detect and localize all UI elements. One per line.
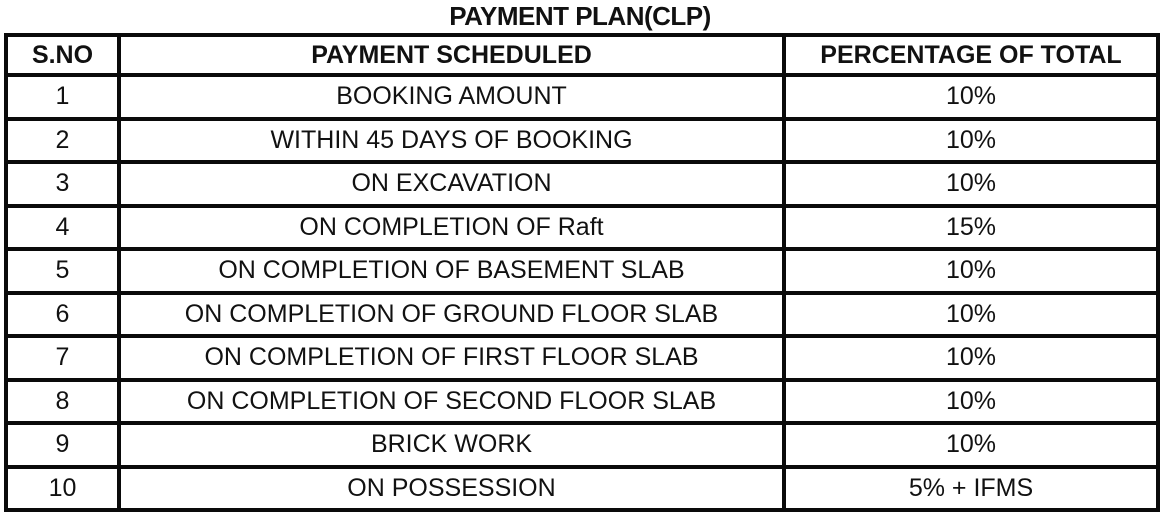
table-row xyxy=(6,119,1158,163)
percentage-cell: 10% xyxy=(784,119,1158,163)
table-row xyxy=(6,249,1158,293)
table-row xyxy=(6,380,1158,424)
sno-cell: 4 xyxy=(6,206,119,250)
percentage-cell: 10% xyxy=(784,293,1158,337)
header-row xyxy=(6,35,1158,75)
table-row xyxy=(6,423,1158,467)
sno-cell: 9 xyxy=(6,423,119,467)
schedule-cell: ON COMPLETION OF BASEMENT SLAB xyxy=(119,249,784,293)
column-header-schedule: PAYMENT SCHEDULED xyxy=(119,35,784,75)
sno-cell: 10 xyxy=(6,467,119,511)
page-title: PAYMENT PLAN(CLP) xyxy=(449,1,711,31)
column-header-sno: S.NO xyxy=(6,35,119,75)
schedule-cell: ON COMPLETION OF GROUND FLOOR SLAB xyxy=(119,293,784,337)
table-row xyxy=(6,336,1158,380)
sno-cell: 3 xyxy=(6,162,119,206)
percentage-cell: 10% xyxy=(784,336,1158,380)
table-row xyxy=(6,467,1158,511)
percentage-cell: 10% xyxy=(784,249,1158,293)
percentage-cell: 10% xyxy=(784,380,1158,424)
schedule-cell: ON POSSESSION xyxy=(119,467,784,511)
table-body xyxy=(6,75,1158,510)
sno-cell: 2 xyxy=(6,119,119,163)
table-row xyxy=(6,162,1158,206)
schedule-cell: ON COMPLETION OF SECOND FLOOR SLAB xyxy=(119,380,784,424)
sno-cell: 8 xyxy=(6,380,119,424)
percentage-cell: 10% xyxy=(784,75,1158,119)
column-header-percentage: PERCENTAGE OF TOTAL xyxy=(784,35,1158,75)
sno-cell: 7 xyxy=(6,336,119,380)
table-row xyxy=(6,206,1158,250)
table-row xyxy=(6,75,1158,119)
schedule-cell: BOOKING AMOUNT xyxy=(119,75,784,119)
schedule-cell: BRICK WORK xyxy=(119,423,784,467)
schedule-cell: ON COMPLETION OF FIRST FLOOR SLAB xyxy=(119,336,784,380)
sno-cell: 1 xyxy=(6,75,119,119)
schedule-cell: ON EXCAVATION xyxy=(119,162,784,206)
payment-plan-table xyxy=(4,33,1160,512)
schedule-cell: WITHIN 45 DAYS OF BOOKING xyxy=(119,119,784,163)
percentage-cell: 10% xyxy=(784,423,1158,467)
percentage-cell: 5% + IFMS xyxy=(784,467,1158,511)
sno-cell: 5 xyxy=(6,249,119,293)
table-row xyxy=(6,293,1158,337)
percentage-cell: 10% xyxy=(784,162,1158,206)
sno-cell: 6 xyxy=(6,293,119,337)
schedule-cell: ON COMPLETION OF Raft xyxy=(119,206,784,250)
percentage-cell: 15% xyxy=(784,206,1158,250)
